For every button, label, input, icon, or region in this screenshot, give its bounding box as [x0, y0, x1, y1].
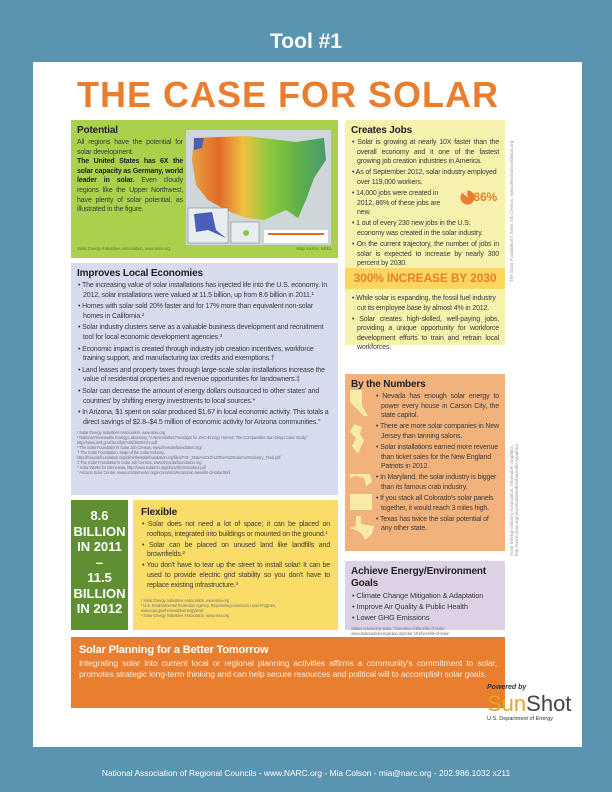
map-source: Map source: NREL [296, 246, 332, 252]
side-source-numbers [509, 396, 519, 556]
increase-banner: 300% INCREASE BY 2030 [345, 268, 505, 289]
footnote: * Solar Works for Minnesota, http://www.solarmn.org/docs/SESHandout.pdf [77, 465, 206, 471]
stat-line: BILLION [73, 523, 126, 539]
section-title: Improves Local Economies [77, 268, 203, 279]
list-item: • Land leases and property taxes through large-scale solar installations increase the value of residential properties and revenue opportunities for landowners.‡ [77, 366, 332, 385]
local-economies-section [71, 263, 338, 495]
list-item: • The increasing value of solar installations has injected life into the U.S. economy. In 2012, solar installations were valued at 11.5 billion, up from 8.6 billion in 2011.¹ [77, 281, 332, 300]
tool-number-heading: Tool #1 [270, 30, 342, 53]
list-item: • There are more solar companies in New Jersey than tanning salons. [351, 422, 499, 441]
creates-jobs-section [345, 120, 505, 352]
source-citation: Solar Energy Industries Association, www.seia.org. [77, 246, 171, 252]
footnotes [77, 430, 332, 475]
list-item: • Homes with solar sold 20% faster and for 17% more than equivalent non-solar homes in California.² [77, 302, 332, 321]
list-item: • Solar does not need a lot of space; it can be placed on rooftops, integrated into buildings or mounted on the ground.¹ [141, 520, 330, 539]
potential-highlight: The United States has 6X the solar capacity as Germany, world leader in solar. [77, 158, 183, 185]
list-item: • On the current trajectory, the number of jobs in solar is expected to increase by nearly 300 percent by 2030. [351, 240, 499, 269]
footnote: † The Solar Foundation, State of the Solar Industry, http://thesolarfoundation.org/sites/thesolarfoundation.org/files/TSF_State%20of%20the%20Solar%20Industry_Final.pdf [77, 450, 281, 461]
footnote: ³ The Solar Foundation's Solar Job Census, www.thesolarfoundation.org/ [77, 445, 202, 451]
section-title: Potential [77, 125, 118, 136]
footnote: ³ Solar Energy Industries Association, www.seia.org [141, 613, 230, 619]
powered-by-label: Powered by [487, 684, 527, 691]
list-item: • Solar can be placed on unused land like landfills and brownfields.² [141, 541, 330, 560]
side-source-text: Solar Energy Industry Association, Shareable Graphics, http://www.seia.org/news/multimedia/shareable-graphics [509, 443, 519, 556]
footnote: ¹ Solar Energy Industries Association, www.seia.org [141, 598, 230, 604]
footnote: ² U.S. Environmental Protection Agency, Repowering America's Land Program, www.epa.gov/renewableenergyland/ [141, 603, 276, 614]
new-jersey-icon [350, 424, 364, 454]
page-title: THE CASE FOR SOLAR [76, 74, 499, 115]
doe-label: U.S. Department of Energy [487, 716, 554, 722]
list-item: • Improve Air Quality & Public Health [351, 602, 499, 612]
list-item-text: 14,000 jobs were created in 2012, 86% of these jobs are new. [356, 189, 441, 217]
nevada-icon [350, 390, 368, 416]
list-item: • Texas has twice the solar potential of any other state. [351, 515, 499, 534]
solar-resource-map [186, 130, 331, 245]
footnote: ¹ Solar Energy Industries Association, www.seia.org [77, 430, 166, 436]
list-item: • Solar can decrease the amount of energy dollars outsourced to other states' and countries' by shifting energy investments to local sources.* [77, 387, 332, 406]
logo-shot: Shot [526, 691, 572, 716]
potential-intro: All regions have the potential for solar development. [77, 139, 183, 156]
percent-label: 86% [473, 189, 497, 204]
list-item: • You don't have to tear up the street to install solar! It can be used to provide electric grid stability so you don't have to replace existing infrastructure.³ [141, 561, 330, 590]
energy-goals-section [345, 561, 505, 636]
footnote: ° Arizona Solar Center, www.azsolarcenter.org/economics/economic-benefits-of-solar.html [77, 470, 231, 476]
section-title: By the Numbers [351, 379, 426, 390]
list-item: • In Maryland, the solar industry is bigger than its famous crab industry. [351, 473, 499, 492]
section-title: Solar Planning for a Better Tomorrow [79, 644, 269, 656]
footer-contact: National Association of Regional Councils - www.NARC.org - Mia Colson - mia@narc.org - 202.986.1032 x211 [101, 768, 511, 778]
texas-icon [350, 516, 374, 540]
list-item: • Nevada has enough solar energy to power every house in Carson City, the state capitol. [351, 392, 499, 421]
list-item: • Economic impact is created through industry job creation incentives, workforce training support, and manufacturing tax credits and exemptions.† [77, 345, 332, 364]
list-item: • Climate Change Mitigation & Adaptation [351, 591, 499, 601]
sunshot-logo [487, 692, 571, 716]
stat-line: 8.6 [90, 508, 109, 523]
solar-planning-section [71, 637, 505, 708]
potential-text [77, 138, 183, 215]
list-item: • Solar installations earned more revenue than ticket sales for the New England Patriots in 2012. [351, 443, 499, 472]
list-item-with-pie [351, 189, 499, 218]
billion-stat-column [71, 500, 128, 630]
list-item: • As of September 2012, solar industry employed over 119,000 workers. [351, 168, 499, 187]
stat-line: BILLION [73, 585, 126, 601]
list-item: • Solar industry clusters serve as a valuable business development and recruitment tool for local economic development agencies.³ [77, 323, 332, 342]
stat-line: – [95, 554, 104, 570]
list-item: • While solar is expanding, the fossil fuel industry cut its employee base by almost 4% in 2012. [351, 294, 499, 313]
section-title: Achieve Energy/Environment Goals [351, 566, 487, 589]
list-item: • Solar creates high-skilled, well-paying jobs, providing a unique opportunity for workforce development efforts to train and retrain local workforces. [351, 315, 499, 353]
footnote: ² National Renewable Energy Laboratory, "A New Market Paradigm for Zero-Energy Homes: The Comparative San Diego Case Study," http://www.nrel.gov/docs/fy07osti/38304-01.pdf [77, 435, 308, 446]
stat-line: 11.5 [87, 570, 112, 585]
colorado-icon [350, 494, 372, 510]
maryland-icon [350, 472, 372, 486]
source-citation: States Advancing Solar, "Overview of Benefits of Solar," www.statesadvancingsolar.org/solar-101/benefits-of-solar [351, 625, 449, 636]
by-the-numbers-section [345, 374, 505, 551]
list-item: • 1 out of every 230 new jobs in the U.S. economy was created in the solar industry. [351, 219, 499, 238]
potential-detail: Even cloudy regions like the Upper Northwest, have plenty of solar potential, as illustrated in the figure. [77, 177, 183, 214]
footnotes [141, 598, 330, 618]
side-source-jobs: The Solar Foundation's Solar Job Census, www.thesolarfoundation.org [509, 140, 514, 282]
list-item: • Solar is growing at nearly 10X faster than the overall economy and it one of the fastest growing job creation industries in America. [351, 138, 499, 167]
list-item: • Lower GHG Emissions [351, 613, 499, 623]
section-title: Creates Jobs [351, 125, 413, 136]
stat-line: IN 2012 [76, 601, 123, 616]
list-item: • If you stack all Colorado's solar panels together, it would reach 3 miles high. [351, 494, 499, 513]
logo-sun: Sun [487, 691, 527, 716]
footnote: ‡ The Solar Foundation's Solar Job Census, www.thesolarfoundation.org [77, 460, 202, 466]
potential-section [71, 120, 338, 258]
stat-line: IN 2011 [77, 539, 122, 554]
flexible-section [133, 500, 338, 630]
section-title: Flexible [141, 507, 178, 518]
list-item: • In Arizona, $1 spent on solar produced $1.67 in local economic activity. This totals a direct savings of $2.8–$4.5 million of economic activity for Arizona communities.° [77, 408, 332, 427]
planning-text: Integrating solar into current local or regional planning activities affirms a community's commitment to solar, promotes strategic long-term thinking and can help secure resources and political will to accomplish solar goals. [79, 658, 497, 679]
